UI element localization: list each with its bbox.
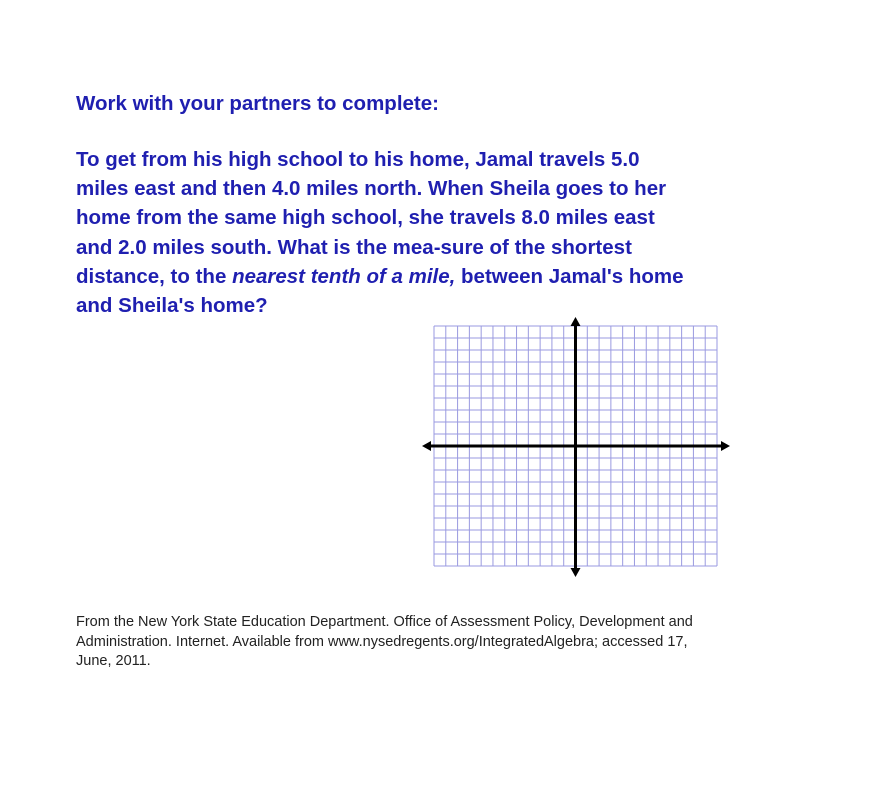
y-axis-top-arrow-icon: [571, 317, 581, 326]
problem-line-1: To get from his high school to his home, Jamal travels 5.0: [76, 148, 640, 171]
x-axis-right-arrow-icon: [721, 441, 730, 451]
coordinate-plane: [420, 316, 732, 578]
problem-line-6: and Sheila's home?: [76, 294, 268, 318]
citation-line-2: Administration. Internet. Available from www.nysedregents.org/IntegratedAlgebra; accessed 17,: [76, 633, 688, 650]
problem-line-4: and 2.0 miles south. What is the mea-sure of the shortest: [76, 235, 632, 259]
coordinate-grid: [420, 316, 732, 578]
problem-line-5-end: between Jamal's home: [455, 264, 684, 288]
page-heading: Work with your partners to complete:: [76, 92, 439, 115]
problem-line-5-start: distance, to the: [76, 264, 233, 288]
citation-line-3: June, 2011.: [76, 653, 151, 669]
problem-line-5: [76, 262, 856, 291]
citation-line-1: From the New York State Education Department. Office of Assessment Policy, Development and: [76, 614, 693, 630]
source-citation: [76, 613, 796, 672]
problem-line-3: home from the same high school, she travels 8.0 miles east: [76, 206, 655, 230]
y-axis-bottom-arrow-icon: [571, 568, 581, 577]
word-problem: [76, 145, 856, 320]
problem-line-2: miles east and then 4.0 miles north. When Sheila goes to her: [76, 177, 667, 201]
x-axis-left-arrow-icon: [422, 441, 431, 451]
problem-emphasis: nearest tenth of a mile,: [232, 264, 456, 288]
